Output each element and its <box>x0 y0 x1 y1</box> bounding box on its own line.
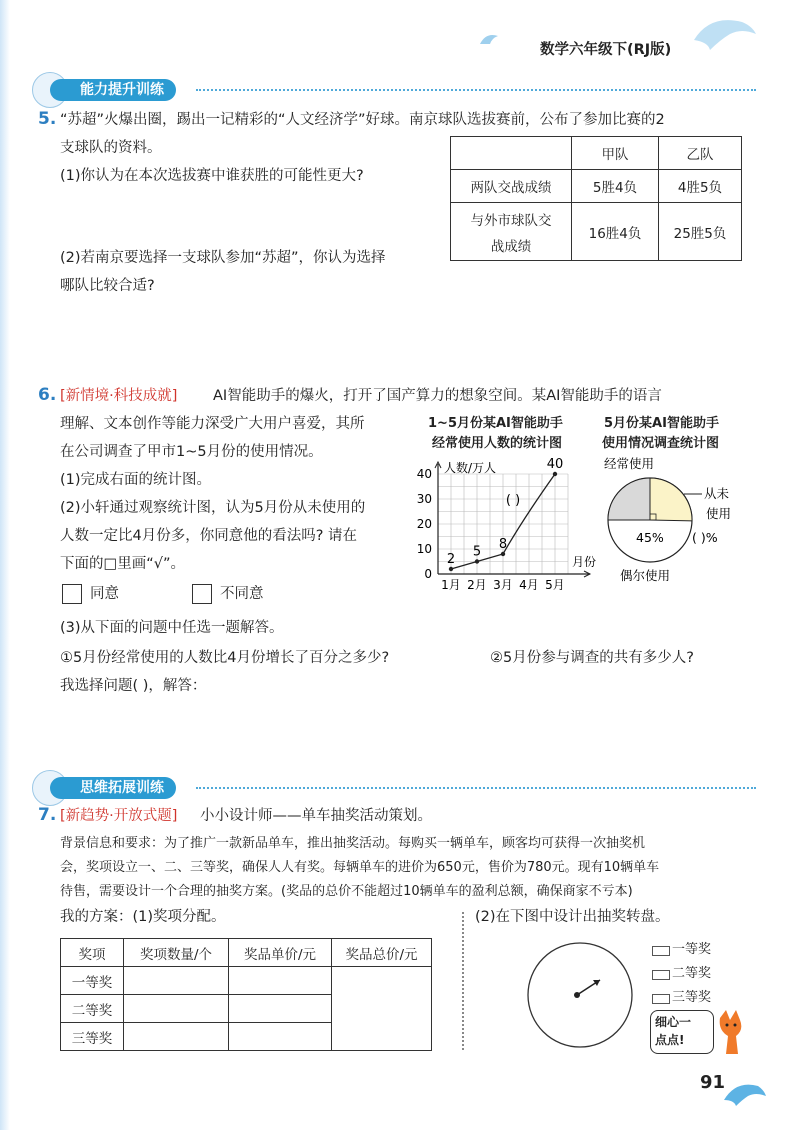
table-header: 奖项 <box>61 939 124 967</box>
line-chart <box>410 452 610 594</box>
team-record-table <box>450 136 742 261</box>
legend-swatch[interactable] <box>652 946 670 956</box>
y-axis-label: 人数/万人 <box>444 461 497 475</box>
agree-label: 同意 <box>90 586 119 602</box>
data-point <box>449 567 453 571</box>
legend-label: 一等奖 <box>672 942 712 957</box>
pie-label-frequent: 经常使用 <box>604 456 655 471</box>
question-number: 6. <box>38 385 57 405</box>
tip-text: 细心一 <box>655 1015 692 1029</box>
sub-question: (1)完成右面的统计图。 <box>60 472 212 488</box>
legend-label: 二等奖 <box>672 966 712 981</box>
fox-icon <box>712 1008 752 1058</box>
x-tick-label: 4月 <box>519 578 539 592</box>
question-title: 小小设计师——单车抽奖活动策划。 <box>200 808 432 824</box>
table-row-label-line: 战成绩 <box>490 238 532 255</box>
y-tick-label: 20 <box>416 517 432 531</box>
table-row-label: 二等奖 <box>61 995 124 1023</box>
data-point <box>475 559 479 563</box>
pie-label-occasional: 偶尔使用 <box>620 568 671 583</box>
table-header: 奖品总价/元 <box>332 939 432 967</box>
tip-text: 点点! <box>655 1033 685 1047</box>
sub-question: (1)你认为在本次选拔赛中谁获胜的可能性更大? <box>60 168 364 184</box>
data-point <box>501 552 505 556</box>
y-tick-label: 30 <box>416 492 432 506</box>
disagree-checkbox[interactable] <box>192 584 212 604</box>
chart-title: 5月份某AI智能助手 <box>604 416 719 431</box>
section-banner-ability: 能力提升训练 <box>50 79 176 101</box>
disagree-label: 不同意 <box>220 586 264 602</box>
table-cell: 5胜4负 <box>572 170 659 203</box>
question-tag: [新情境·科技成就] <box>60 388 178 404</box>
dolphin-icon <box>722 1078 768 1108</box>
question-text: “苏超”火爆出圈，踢出一记精彩的“人文经济学”好球。南京球队选拔赛前，公布了参加比赛的2 <box>60 112 665 128</box>
background-text: 待售，需要设计一个合理的抽奖方案。(奖品的总价不能超过10辆单车的盈利总额，确保商家不亏本) <box>60 884 633 899</box>
banner-divider <box>196 89 756 91</box>
x-tick-label: 3月 <box>493 578 513 592</box>
answer-cell[interactable] <box>229 1023 332 1051</box>
pie-label-never: 使用 <box>706 506 732 521</box>
agree-checkbox[interactable] <box>62 584 82 604</box>
question-number: 5. <box>38 109 57 129</box>
pie-label-percent: 45% <box>636 530 664 545</box>
option-2: ②5月份参与调查的共有多少人? <box>490 650 694 666</box>
table-cell: 16胜4负 <box>572 203 659 261</box>
table-row-label <box>451 203 572 261</box>
background-text: 背景信息和要求：为了推广一款新品单车，推出抽奖活动。每购买一辆单车，顾客均可获得一次抽奖机 <box>60 836 646 851</box>
page-edge <box>0 0 10 1130</box>
prize-spinner[interactable] <box>520 940 644 1050</box>
table-row-label: 三等奖 <box>61 1023 124 1051</box>
table-header: 奖项数量/个 <box>124 939 229 967</box>
pie-chart <box>598 450 758 590</box>
table-row-label: 一等奖 <box>61 967 124 995</box>
table-cell: 25胜5负 <box>659 203 742 261</box>
dolphin-icon <box>690 10 760 60</box>
answer-cell[interactable] <box>124 995 229 1023</box>
sub-question: 人数一定比4月份多，你同意他的看法吗? 请在 <box>60 528 358 544</box>
chart-title: 经常使用人数的统计图 <box>432 436 563 451</box>
sub-question: (2)若南京要选择一支球队参加“苏超”，你认为选择 <box>60 250 386 266</box>
x-tick-label: 2月 <box>467 578 487 592</box>
question-text: 支球队的资料。 <box>60 140 162 156</box>
x-axis-label: 月份 <box>572 555 597 569</box>
book-title: 数学六年级下(RJ版) <box>540 42 672 58</box>
y-tick-label: 10 <box>416 542 432 556</box>
table-header: 乙队 <box>659 137 742 170</box>
data-label: 40 <box>546 457 564 472</box>
answer-cell[interactable] <box>124 1023 229 1051</box>
question-number: 7. <box>38 805 57 825</box>
chart-title: 1~5月份某AI智能助手 <box>428 416 563 431</box>
x-tick-label: 1月 <box>441 578 461 592</box>
section-banner-thinking: 思维拓展训练 <box>50 777 176 799</box>
answer-choice: 我选择问题( )，解答： <box>60 678 207 694</box>
question-tag: [新趋势·开放式题] <box>60 808 178 824</box>
x-tick-label: 5月 <box>545 578 565 592</box>
column-divider <box>462 912 464 1050</box>
dolphin-icon <box>478 30 502 50</box>
table-row-label-line: 与外市球队交 <box>470 212 552 229</box>
data-point <box>553 472 557 476</box>
sub-question: (2)小轩通过观察统计图，认为5月份从未使用的 <box>60 500 366 516</box>
option-1: ①5月份经常使用的人数比4月份增长了百分之多少? <box>60 650 390 666</box>
table-header: 奖品单价/元 <box>229 939 332 967</box>
background-text: 会，奖项设立一、二、三等奖，确保人人有奖。每辆单车的进价为650元，售价为780元。现有10辆单车 <box>60 860 660 875</box>
data-label: 5 <box>472 544 482 560</box>
legend-swatch[interactable] <box>652 970 670 980</box>
pie-label-never: 从未 <box>704 486 730 501</box>
y-tick-label: 0 <box>424 567 432 581</box>
sub-question: 哪队比较合适? <box>60 278 155 294</box>
y-tick-label: 40 <box>416 467 432 481</box>
table-cell <box>451 137 572 170</box>
page-number: 91 <box>700 1072 726 1093</box>
plan-heading: 我的方案：(1)奖项分配。 <box>60 909 226 925</box>
spinner-heading: (2)在下图中设计出抽奖转盘。 <box>475 909 670 925</box>
answer-cell[interactable] <box>229 995 332 1023</box>
answer-cell[interactable] <box>332 967 432 1051</box>
legend-swatch[interactable] <box>652 994 670 1004</box>
tip-bubble <box>650 1010 714 1054</box>
pie-label-blank: ( )% <box>692 530 718 545</box>
sub-question: 下面的□里画“√”。 <box>60 556 185 572</box>
sub-question: (3)从下面的问题中任选一题解答。 <box>60 620 284 636</box>
data-label: ( ) <box>505 493 521 508</box>
prize-table <box>60 938 432 1051</box>
legend-label: 三等奖 <box>672 990 712 1005</box>
chart-title: 使用情况调查统计图 <box>602 436 720 451</box>
answer-cell[interactable] <box>124 967 229 995</box>
banner-divider <box>196 787 756 789</box>
table-header: 甲队 <box>572 137 659 170</box>
question-text: 在公司调查了甲市1~5月份的使用情况。 <box>60 444 323 460</box>
table-cell: 4胜5负 <box>659 170 742 203</box>
table-row-label: 两队交战成绩 <box>451 170 572 203</box>
answer-cell[interactable] <box>229 967 332 995</box>
question-text: 理解、文本创作等能力深受广大用户喜爱，其所 <box>60 416 365 432</box>
question-text: AI智能助手的爆火，打开了国产算力的想象空间。某AI智能助手的语言 <box>213 388 662 404</box>
data-label: 8 <box>498 537 508 552</box>
data-label: 2 <box>446 552 456 567</box>
